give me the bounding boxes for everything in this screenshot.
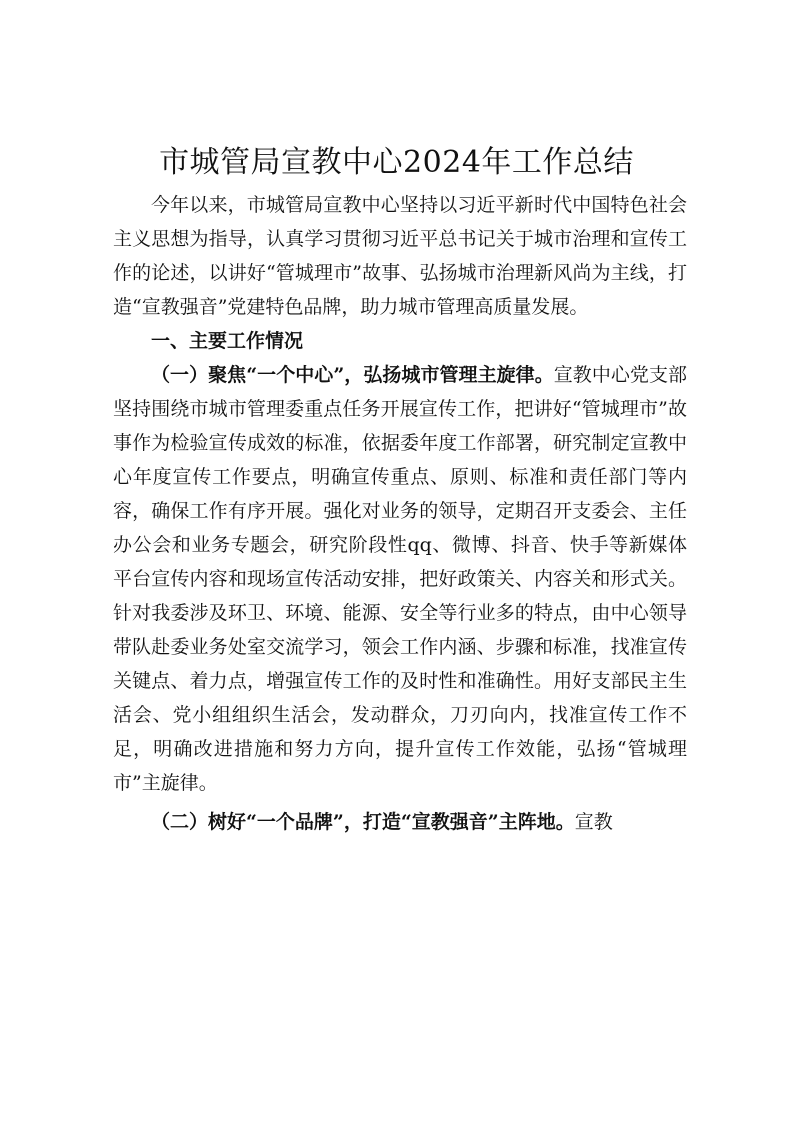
page-title: 市城管局宣教中心2024年工作总结: [159, 145, 634, 180]
document-body: [113, 188, 687, 839]
intro-paragraph: 今年以来，市城管局宣教中心坚持以习近平新时代中国特色社会主义思想为指导，认真学习贯彻习近平总书记关于城市治理和宣传工作的论述，以讲好“管城理市”故事、弘扬城市治理新风尚为主线，打造“宣教强音”党建特色品牌，助力城市管理高质量发展。: [113, 194, 687, 318]
subsection-1-paragraph: [113, 358, 687, 800]
subsection-1-heading: （一）聚焦“一个中心”，弘扬城市管理主旋律。: [151, 364, 554, 386]
section-heading: 一、主要工作情况: [151, 330, 304, 352]
subsection-2-heading: （二）树好“一个品牌”，打造“宣教强音”主阵地。: [151, 811, 575, 833]
subsection-2-paragraph: [113, 805, 687, 839]
subsection-2-text: 宣教: [574, 811, 613, 833]
subsection-1-text: 宣教中心党支部坚持围绕市城市管理委重点任务开展宣传工作，把讲好“管城理市”故事作为检验宣传成效的标准，依据委年度工作部署，研究制定宣教中心年度宣传工作要点，明确宣传重点、原则、标准和责任部门等内容，确保工作有序开展。强化对业务的领导，定期召开支委会、主任办公会和业务专题会，研究阶段性qq、微博、抖音、快手等新媒体平台宣传内容和现场宣传活动安排，把好政策关、内容关和形式关。针对我委涉及环卫、环境、能源、安全等行业多的特点，由中心领导带队赴委业务处室交流学习，领会工作内涵、步骤和标准，找准宣传关键点、着力点，增强宣传工作的及时性和准确性。用好支部民主生活会、党小组组织生活会，发动群众，刀刃向内，找准宣传工作不足，明确改进措施和努力方向，提升宣传工作效能，弘扬“管城理市”主旋律。: [113, 364, 687, 794]
